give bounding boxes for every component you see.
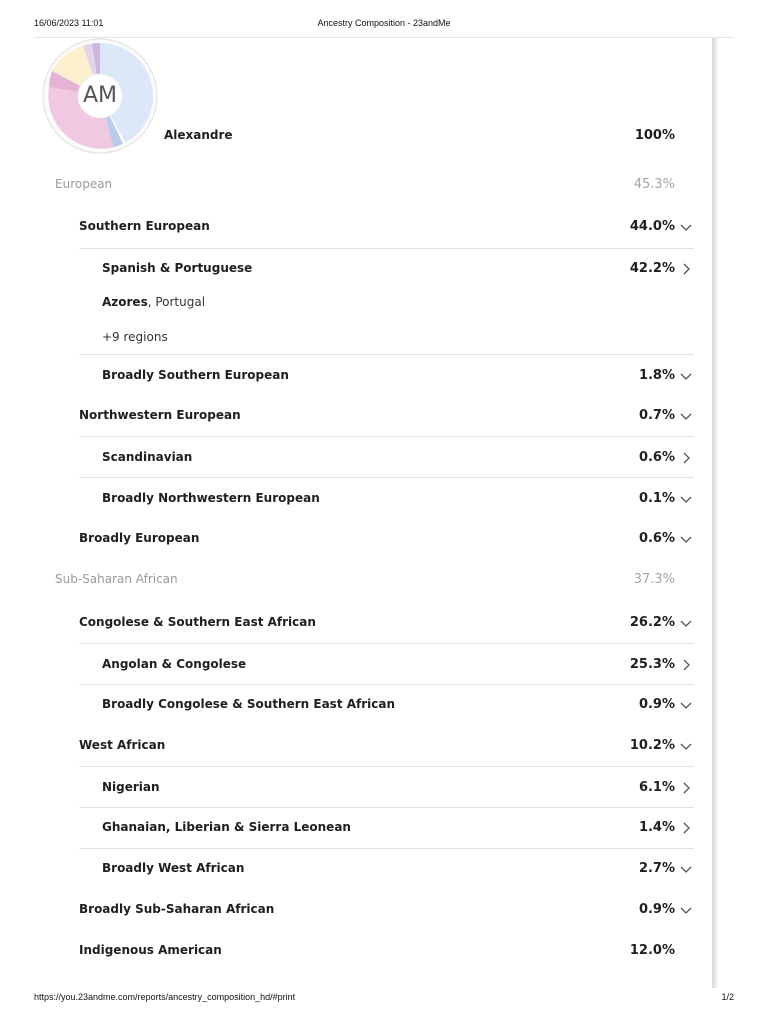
ancestry-percent: 0.7% [638, 408, 675, 423]
print-footer [34, 992, 734, 1006]
profile-name: Alexandre [164, 128, 233, 142]
ancestry-row [0, 177, 712, 197]
print-page-title: Ancestry Composition - 23andMe [317, 18, 451, 28]
ancestry-percent: 0.9% [638, 902, 675, 917]
ancestry-label: Northwestern European [79, 408, 241, 422]
ancestry-label: Angolan & Congolese [102, 657, 247, 671]
chevron-right-icon[interactable] [679, 262, 693, 276]
ancestry-percent: 26.2% [629, 615, 675, 630]
ancestry-row [0, 572, 712, 592]
ancestry-row[interactable] [0, 491, 712, 511]
ancestry-percent: 1.8% [638, 368, 675, 383]
ancestry-percent: 1.4% [638, 820, 675, 835]
print-url: https://you.23andme.com/reports/ancestry_composition_hd/#print [34, 992, 296, 1002]
ancestry-row[interactable] [0, 531, 712, 551]
chevron-down-icon[interactable] [679, 739, 693, 753]
ancestry-label: Broadly Northwestern European [102, 491, 320, 505]
ancestry-row[interactable] [0, 450, 712, 470]
ancestry-percent: 6.1% [638, 780, 675, 795]
panel-edge-shadow [712, 38, 718, 988]
chevron-down-icon[interactable] [679, 492, 693, 506]
ancestry-label: Broadly West African [102, 861, 245, 875]
ancestry-percent: 25.3% [629, 657, 675, 672]
chevron-right-icon[interactable] [679, 821, 693, 835]
chevron-down-icon[interactable] [679, 532, 693, 546]
region-item-azores [102, 295, 205, 309]
ancestry-row[interactable] [0, 219, 712, 239]
row-divider [79, 766, 694, 767]
ancestry-row[interactable] [0, 861, 712, 881]
ancestry-percent: 12.0% [629, 943, 675, 958]
chevron-down-icon[interactable] [679, 369, 693, 383]
ancestry-label: Indigenous American [79, 943, 222, 957]
profile-total-percent: 100% [634, 128, 675, 143]
row-divider [79, 684, 694, 685]
chevron-right-icon[interactable] [679, 781, 693, 795]
ancestry-percent: 42.2% [629, 261, 675, 276]
ancestry-row[interactable] [0, 368, 712, 388]
ancestry-row[interactable] [0, 261, 712, 281]
ancestry-percent: 0.6% [638, 450, 675, 465]
ancestry-label: Southern European [79, 219, 210, 233]
chevron-right-icon[interactable] [679, 451, 693, 465]
ancestry-label: Sub-Saharan African [55, 572, 178, 586]
print-datetime: 16/06/2023 11:01 [34, 18, 104, 28]
ancestry-label: Nigerian [102, 780, 160, 794]
ancestry-percent: 44.0% [629, 219, 675, 234]
ancestry-label: Broadly Sub-Saharan African [79, 902, 275, 916]
chevron-down-icon[interactable] [679, 862, 693, 876]
ancestry-label: Broadly Southern European [102, 368, 289, 382]
ancestry-percent: 2.7% [638, 861, 675, 876]
ancestry-label: Broadly Congolese & Southern East African [102, 697, 396, 711]
chevron-right-icon[interactable] [679, 658, 693, 672]
row-divider [79, 477, 694, 478]
region-name-bold: Azores [102, 295, 148, 309]
ancestry-percent: 0.1% [638, 491, 675, 506]
ancestry-percent: 0.9% [638, 697, 675, 712]
ancestry-label: Broadly European [79, 531, 200, 545]
ancestry-label: European [55, 177, 113, 191]
row-divider [79, 436, 694, 437]
ancestry-percent: 45.3% [633, 177, 675, 192]
chevron-down-icon[interactable] [679, 698, 693, 712]
avatar-initials: AM [82, 83, 118, 108]
ancestry-row[interactable] [0, 657, 712, 677]
ancestry-label: Spanish & Portuguese [102, 261, 253, 275]
print-header [34, 18, 734, 32]
ancestry-row[interactable] [0, 820, 712, 840]
row-divider [79, 643, 694, 644]
more-regions-link[interactable]: +9 regions [102, 330, 168, 344]
ancestry-ring-avatar [42, 38, 160, 156]
chevron-down-icon[interactable] [679, 409, 693, 423]
ancestry-row[interactable] [0, 697, 712, 717]
ancestry-label: Congolese & Southern East African [79, 615, 316, 629]
ancestry-row[interactable] [0, 615, 712, 635]
region-name-rest: , Portugal [147, 295, 206, 309]
ancestry-percent: 37.3% [633, 572, 675, 587]
ancestry-label: Scandinavian [102, 450, 193, 464]
chevron-down-icon[interactable] [679, 616, 693, 630]
row-divider [79, 354, 694, 355]
row-divider [79, 848, 694, 849]
chevron-down-icon[interactable] [679, 220, 693, 234]
ancestry-label: West African [79, 738, 166, 752]
ancestry-row[interactable] [0, 902, 712, 922]
row-divider [79, 807, 694, 808]
ancestry-row [0, 943, 712, 963]
ancestry-row[interactable] [0, 408, 712, 428]
ancestry-row[interactable] [0, 780, 712, 800]
row-divider [79, 248, 694, 249]
ancestry-label: Ghanaian, Liberian & Sierra Leonean [102, 820, 351, 834]
ancestry-percent: 10.2% [629, 738, 675, 753]
ancestry-row[interactable] [0, 738, 712, 758]
ancestry-percent: 0.6% [638, 531, 675, 546]
print-page-number: 1/2 [721, 992, 734, 1002]
chevron-down-icon[interactable] [679, 903, 693, 917]
